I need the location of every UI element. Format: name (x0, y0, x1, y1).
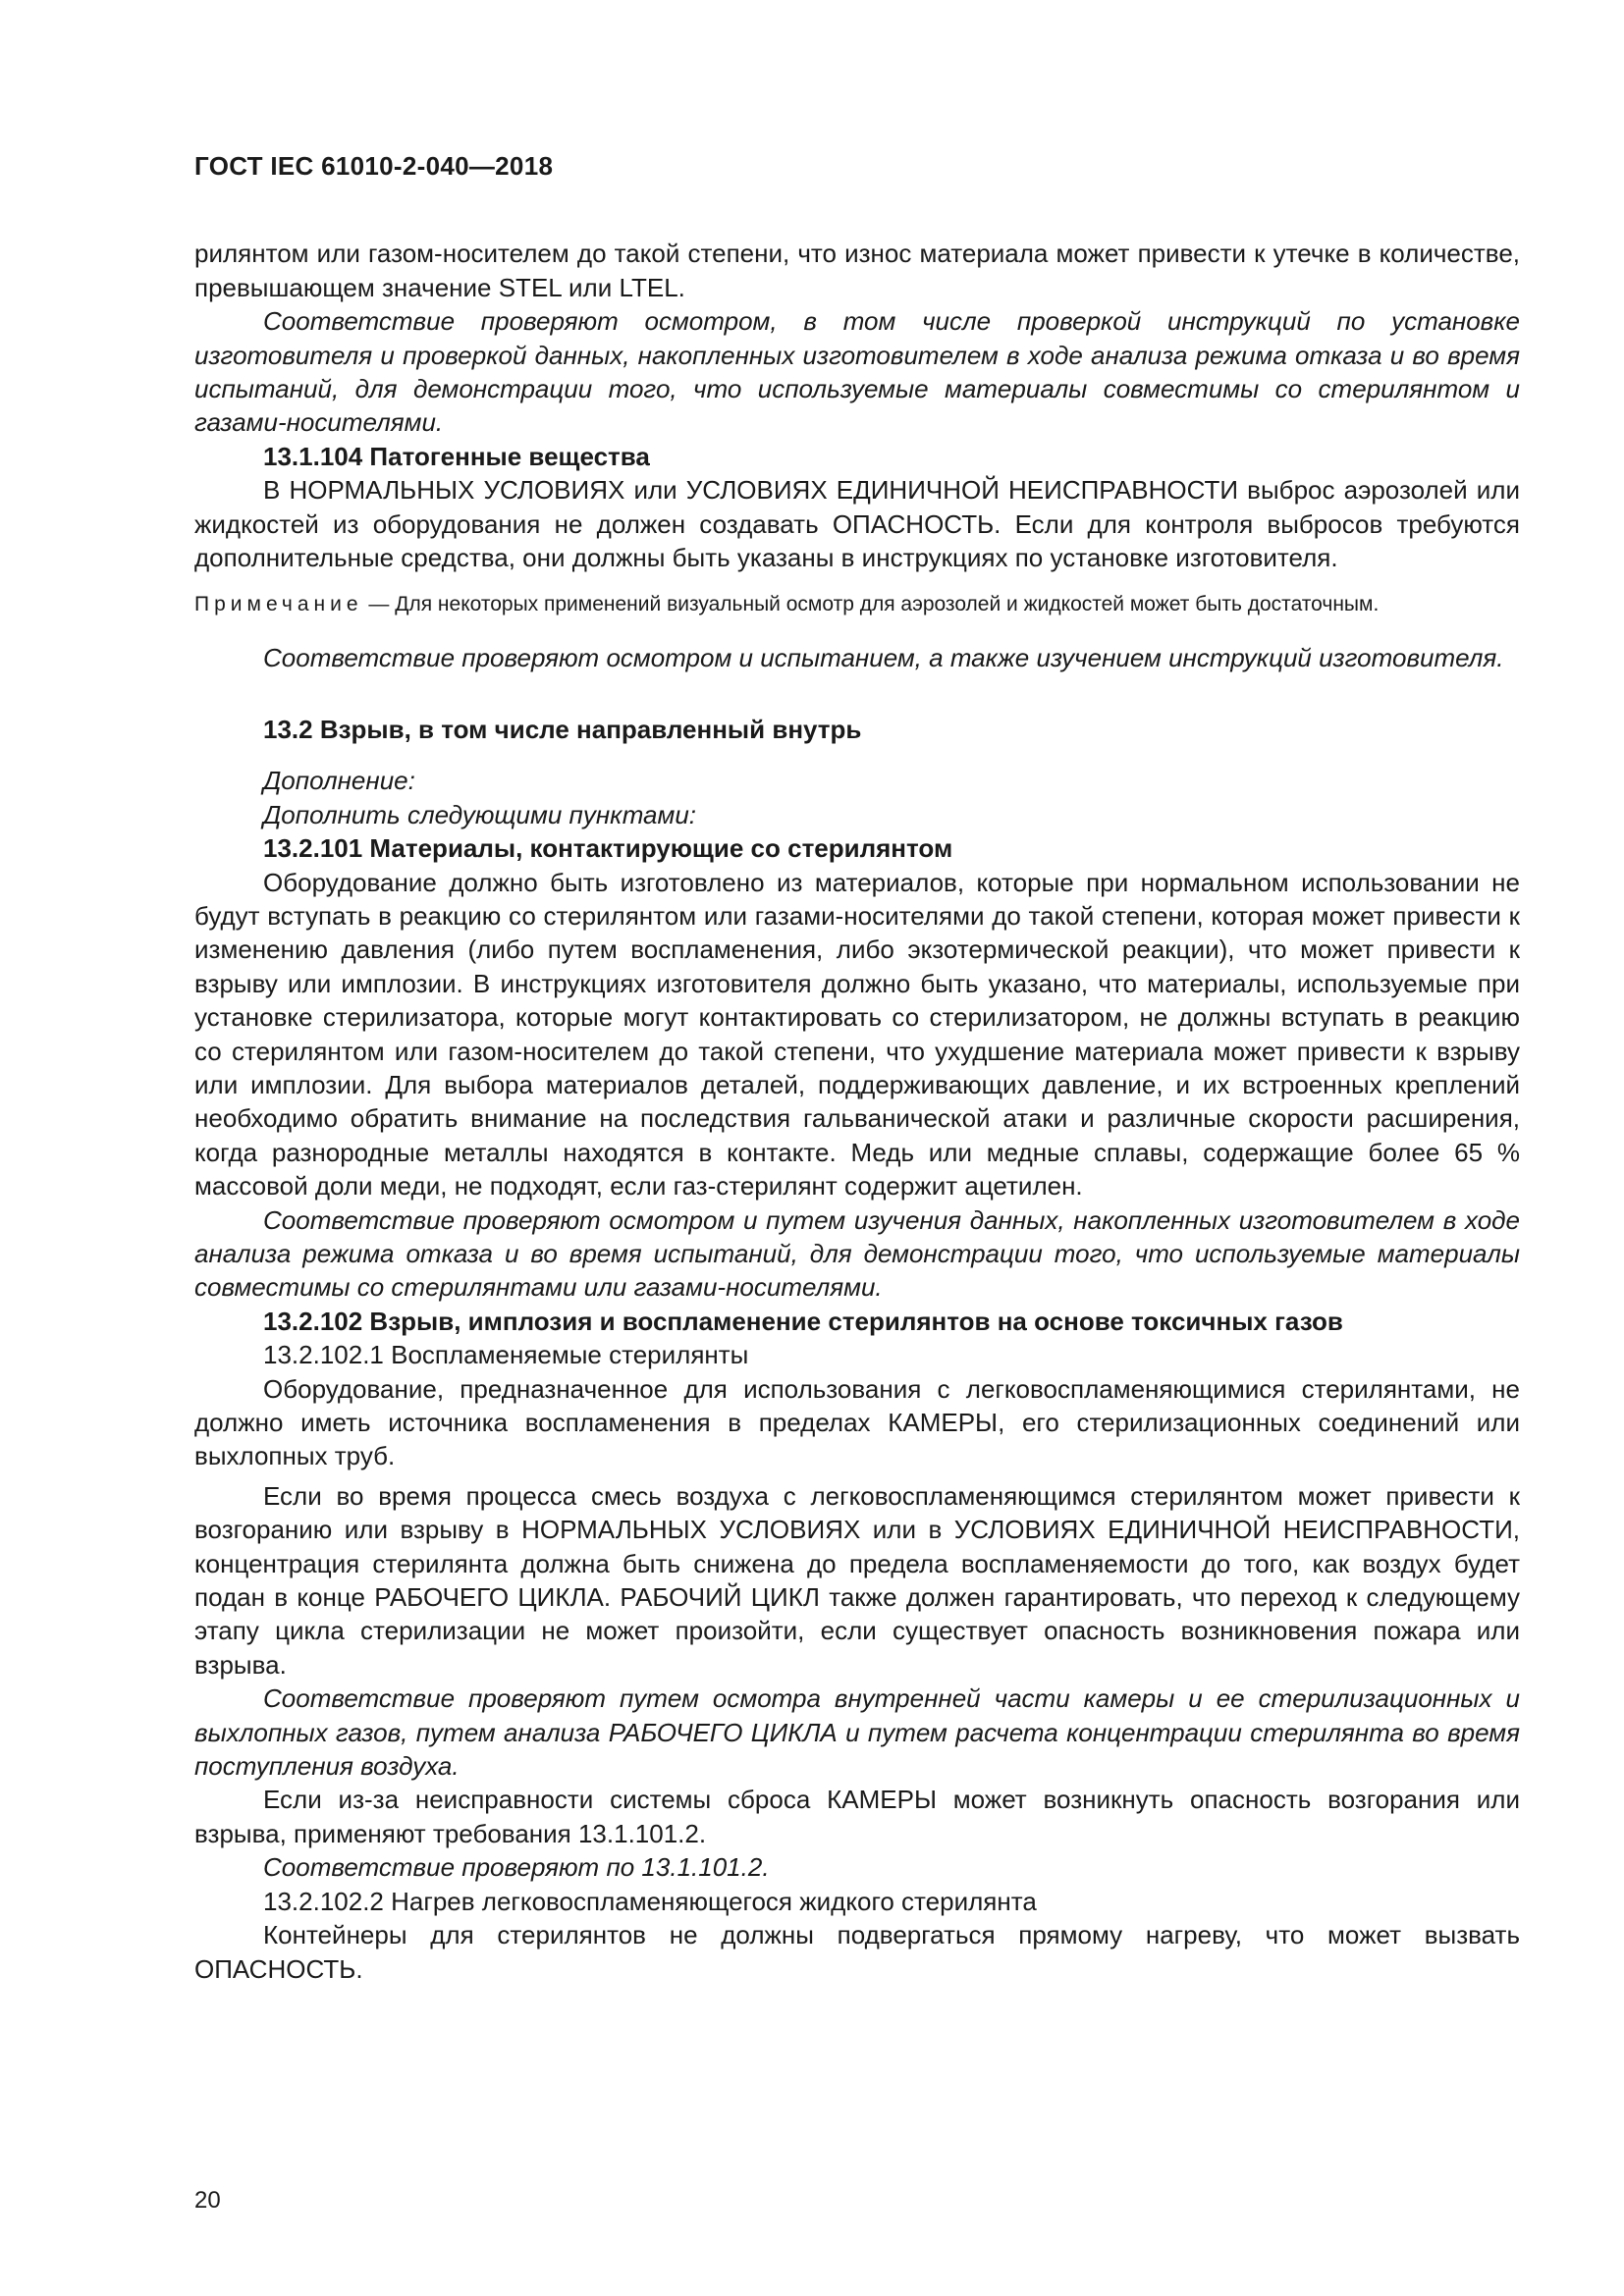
subsection-heading-13-2-102-2: 13.2.102.2 Нагрев легковоспламеняющегося жидкого стерилянта (263, 1886, 1037, 1916)
document-page (194, 149, 1520, 2211)
paragraph: Если из-за неисправности системы сброса КАМЕРЫ может возникнуть опасность возгорания или взрыва, применяют требования 13.1.101.2. (194, 1785, 1520, 1848)
page-number: 20 (194, 2187, 221, 2214)
compliance-paragraph: Соответствие проверяют осмотром, в том числе проверкой инструкций по установке изготовителя и проверкой данных, накопленных изготовителем в ходе анализа режима отказа и во время испытаний, для демонстрации того, что используемые материалы совместимы со стерилянтом и газами-носителями. (194, 306, 1520, 438)
paragraph: Контейнеры для стерилянтов не должны подвергаться прямому нагреву, что может вызвать ОПАСНОСТЬ. (194, 1920, 1520, 1984)
compliance-paragraph: Соответствие проверяют по 13.1.101.2. (263, 1852, 770, 1883)
paragraph: Оборудование, предназначенное для использования с легковоспламеняющимися стерилянтами, не должно иметь источника воспламенения в пределах КАМЕРЫ, его стерилизационных соединений или выхлопных труб. (194, 1373, 1520, 1471)
section-heading-13-2-102: 13.2.102 Взрыв, имплозия и воспламенение стерилянтов на основе токсичных газов (263, 1306, 1343, 1336)
addition-instruction: Дополнить следующими пунктами: (263, 799, 697, 829)
paragraph: Оборудование должно быть изготовлено из материалов, которые при нормальном использовании не будут вступать в реакцию со стерилянтом или газами-носителями до такой степени, которая может привести к изменению давления (либо путем воспламенения, либо экзотермической реакции), что может привести к взрыву или имплозии. В инструкциях изготовителя должно быть указано, что материалы, используемые при установке стерилизатора, которые могут контактировать со стерилизатором, не должны вступать в реакцию со стерилянтом или газом-носителем до такой степени, что ухудшение материала может привести к взрыву или имплозии. Для выбора материалов деталей, поддерживающих давление, и их встроенных креплений необходимо обратить внимание на последствия гальванической атаки и различные скорости расширения, когда разнородные металлы находятся в контакте. Медь или медные сплавы, содержащие более 65 % массовой доли меди, не подходят, если газ-стерилянт содержит ацетилен. (194, 867, 1520, 1201)
document-header: ГОСТ IEC 61010-2-040—2018 (194, 151, 554, 181)
section-heading-13-2-101: 13.2.101 Материалы, контактирующие со стерилянтом (263, 833, 953, 864)
subsection-heading-13-2-102-1: 13.2.102.1 Воспламеняемые стерилянты (263, 1340, 749, 1370)
note-label: Примечание (194, 593, 363, 616)
compliance-paragraph: Соответствие проверяют осмотром и испытанием, а также изучением инструкций изготовителя. (263, 643, 1504, 673)
note-text: — Для некоторых применений визуальный осмотр для аэрозолей и жидкостей может быть достаточным. (362, 593, 1380, 616)
addition-label: Дополнение: (263, 766, 415, 796)
paragraph: рилянтом или газом-носителем до такой степени, что износ материала может привести к утечке в количестве, превышающем значение STEL или LTEL. (194, 239, 1520, 302)
section-heading-13-2: 13.2 Взрыв, в том числе направленный внутрь (263, 714, 862, 744)
note (194, 590, 1520, 619)
section-heading-13-1-104: 13.1.104 Патогенные вещества (263, 441, 650, 471)
compliance-paragraph: Соответствие проверяют путем осмотра внутренней части камеры и ее стерилизационных и выхлопных газов, путем анализа РАБОЧЕГО ЦИКЛА и путем расчета концентрации стерилянта во время поступления воздуха. (194, 1683, 1520, 1782)
compliance-paragraph: Соответствие проверяют осмотром и путем изучения данных, накопленных изготовителем в ходе анализа режима отказа и во время испытаний, для демонстрации того, что используемые материалы совместимы со стерилянтами или газами-носителями. (194, 1204, 1520, 1303)
paragraph: В НОРМАЛЬНЫХ УСЛОВИЯХ или УСЛОВИЯХ ЕДИНИЧНОЙ НЕИСПРАВНОСТИ выброс аэрозолей или жидкостей из оборудования не должен создавать ОПАСНОСТЬ. Если для контроля выбросов требуются дополнительные средства, они должны быть указаны в инструкциях по установке изготовителя. (194, 475, 1520, 573)
paragraph: Если во время процесса смесь воздуха с легковоспламеняющимся стерилянтом может привести к возгоранию или взрыву в НОРМАЛЬНЫХ УСЛОВИЯХ или в УСЛОВИЯХ ЕДИНИЧНОЙ НЕИСПРАВНОСТИ, концентрация стерилянта должна быть снижена до предела воспламеняемости до того, как воздух будет подан в конце РАБОЧЕГО ЦИКЛА. РАБОЧИЙ ЦИКЛ также должен гарантировать, что переход к следующему этапу цикла стерилизации не может произойти, если существует опасность возникновения пожара или взрыва. (194, 1480, 1520, 1680)
